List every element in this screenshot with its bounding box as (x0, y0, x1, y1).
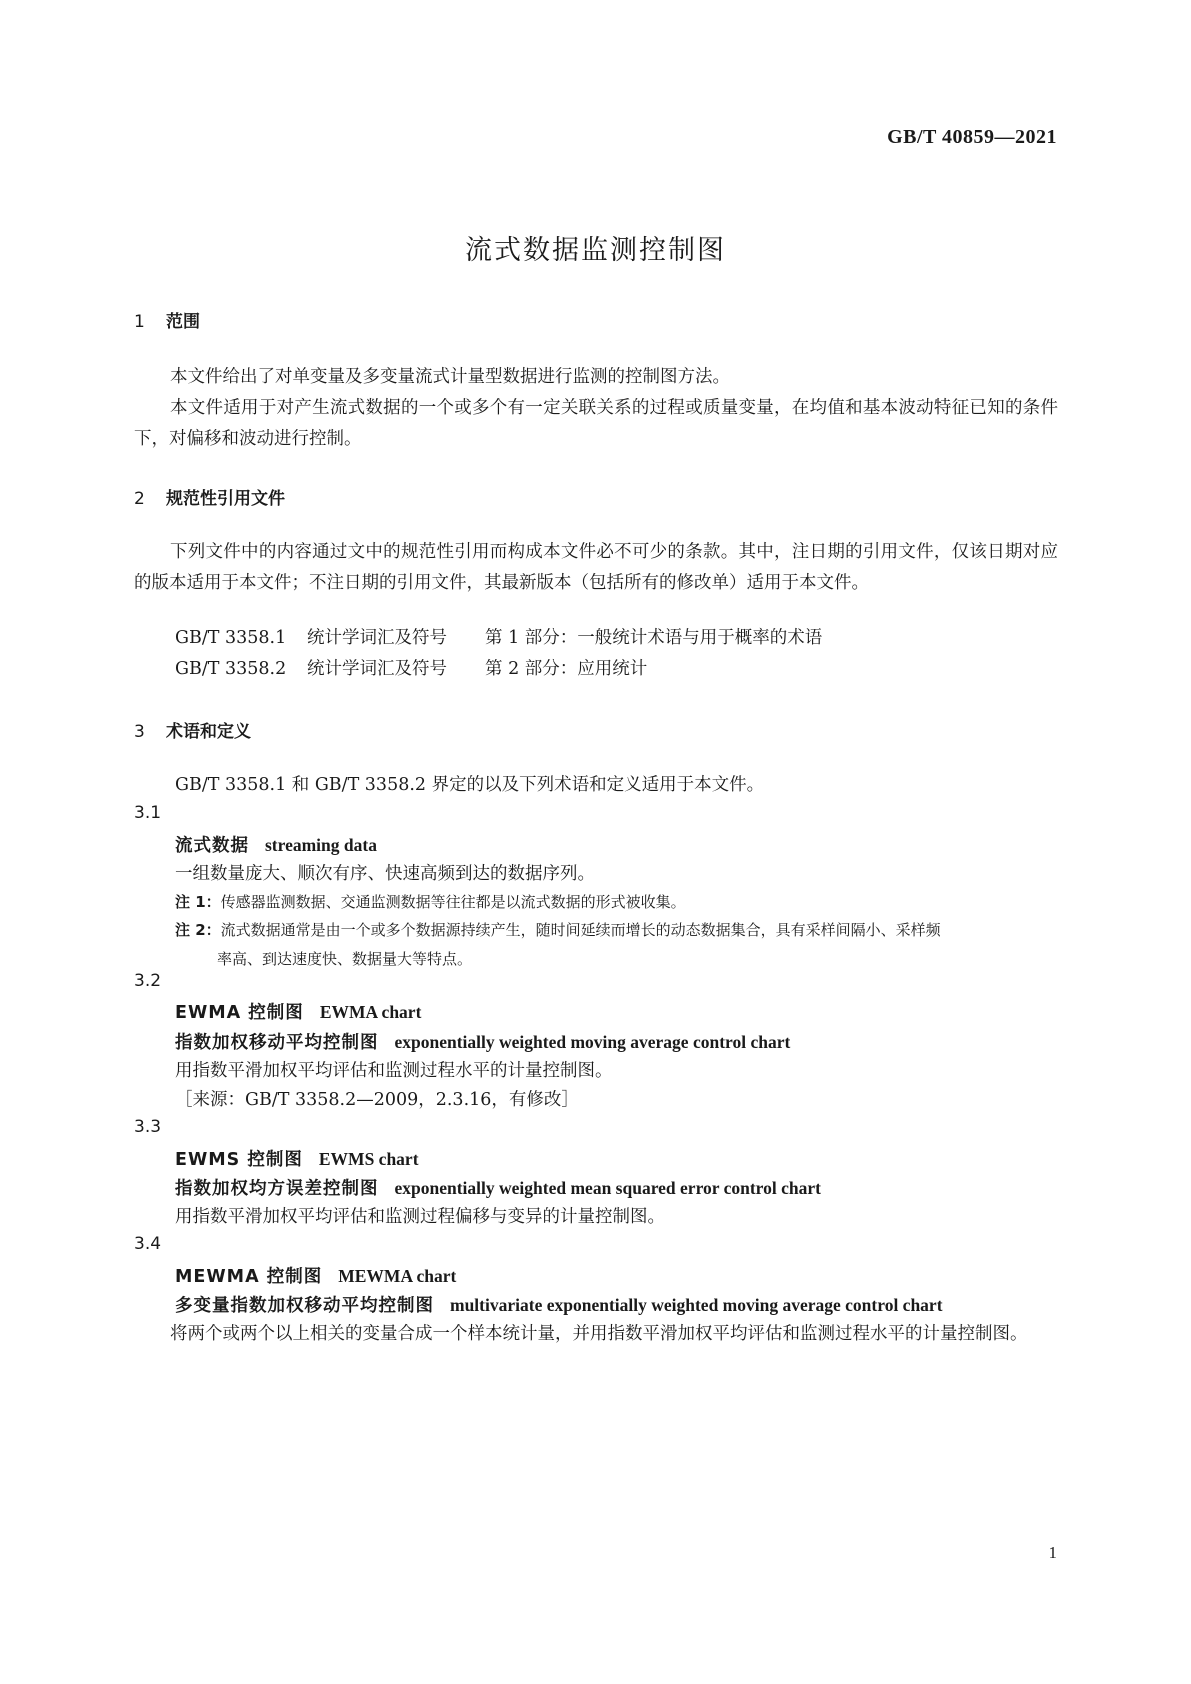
note-text: 流式数据通常是由一个或多个数据源持续产生，随时间延续而增长的动态数据集合，具有采样间隔小、采样频 (220, 921, 941, 939)
term-number: 3.1 (134, 803, 162, 823)
term-definition: 用指数平滑加权平均评估和监测过程水平的计量控制图。 (175, 1061, 613, 1081)
term-note (175, 888, 1058, 917)
reference-part: 第 2 部分：应用统计 (485, 659, 648, 679)
section-number: 2 (134, 489, 145, 509)
note-label: 注 1： (175, 893, 221, 911)
term-name (175, 1029, 790, 1054)
section-title: 范围 (166, 312, 200, 332)
section-1-paragraph-1: 本文件给出了对单变量及多变量流式计量型数据进行监测的控制图方法。 (170, 367, 730, 387)
standard-number: GB/T 40859—2021 (887, 126, 1057, 148)
term-name (175, 832, 377, 857)
page-number: 1 (1048, 1543, 1057, 1562)
section-3-intro: GB/T 3358.1 和 GB/T 3358.2 界定的以及下列术语和定义适用于本文件。 (175, 775, 765, 795)
term-name-en: exponentially weighted mean squared error control chart (394, 1178, 821, 1198)
term-name-cn: 流式数据 (175, 836, 249, 856)
term-name-cn: 指数加权移动平均控制图 (175, 1033, 379, 1053)
term-name-en: EWMA chart (319, 1002, 422, 1022)
section-3-heading (134, 717, 251, 742)
reference-code: GB/T 3358.1 (175, 628, 287, 648)
reference-title: 统计学词汇及符号 (307, 628, 447, 648)
term-name-cn: EWMS 控制图 (175, 1150, 303, 1170)
section-number: 1 (134, 312, 145, 332)
note-text: 传感器监测数据、交通监测数据等往往都是以流式数据的形式被收集。 (220, 893, 686, 911)
term-definition: 一组数量庞大、顺次有序、快速高频到达的数据序列。 (175, 864, 595, 884)
section-2-heading (134, 484, 285, 509)
term-name-en: exponentially weighted moving average control chart (394, 1032, 791, 1052)
term-name (175, 999, 421, 1024)
normative-reference (175, 654, 647, 685)
term-name-en: streaming data (265, 835, 377, 855)
term-number: 3.4 (134, 1234, 162, 1254)
section-1-heading (134, 307, 200, 332)
section-number: 3 (134, 722, 145, 742)
section-2-paragraph: 下列文件中的内容通过文中的规范性引用而构成本文件必不可少的条款。其中，注日期的引用文件，仅该日期对应的版本适用于本文件；不注日期的引用文件，其最新版本（包括所有的修改单）适用于本文件。 (134, 542, 1058, 593)
term-definition: 将两个或两个以上相关的变量合成一个样本统计量，并用指数平滑加权平均评估和监测过程水平的计量控制图。 (170, 1324, 1028, 1344)
term-source: ［来源：GB/T 3358.2—2009，2.3.16，有修改］ (175, 1090, 579, 1110)
reference-code: GB/T 3358.2 (175, 659, 287, 679)
normative-reference (175, 623, 822, 654)
term-name-cn: MEWMA 控制图 (175, 1267, 323, 1287)
term-name-cn: EWMA 控制图 (175, 1003, 304, 1023)
term-name (175, 1175, 821, 1200)
term-definition: 用指数平滑加权平均评估和监测过程偏移与变异的计量控制图。 (175, 1207, 665, 1227)
note-label: 注 2： (175, 921, 221, 939)
term-name (175, 1146, 419, 1171)
term-name-en: multivariate exponentially weighted moving average control chart (450, 1295, 943, 1315)
term-number: 3.3 (134, 1117, 162, 1137)
term-name-cn: 多变量指数加权移动平均控制图 (175, 1296, 434, 1316)
term-name (175, 1263, 456, 1288)
reference-part: 第 1 部分：一般统计术语与用于概率的术语 (485, 628, 823, 648)
section-title: 规范性引用文件 (166, 489, 285, 509)
term-name-en: MEWMA chart (338, 1266, 457, 1286)
section-title: 术语和定义 (166, 722, 251, 742)
reference-title: 统计学词汇及符号 (307, 659, 447, 679)
note-continuation: 率高、到达速度快、数据量大等特点。 (217, 950, 473, 968)
term-name (175, 1292, 943, 1317)
term-name-en: EWMS chart (318, 1149, 419, 1169)
term-number: 3.2 (134, 971, 162, 991)
section-1-paragraph-2: 本文件适用于对产生流式数据的一个或多个有一定关联关系的过程或质量变量，在均值和基本波动特征已知的条件下，对偏移和波动进行控制。 (134, 398, 1058, 449)
term-name-cn: 指数加权均方误差控制图 (175, 1179, 379, 1199)
document-title: 流式数据监测控制图 (465, 235, 726, 266)
term-note (175, 916, 1058, 974)
